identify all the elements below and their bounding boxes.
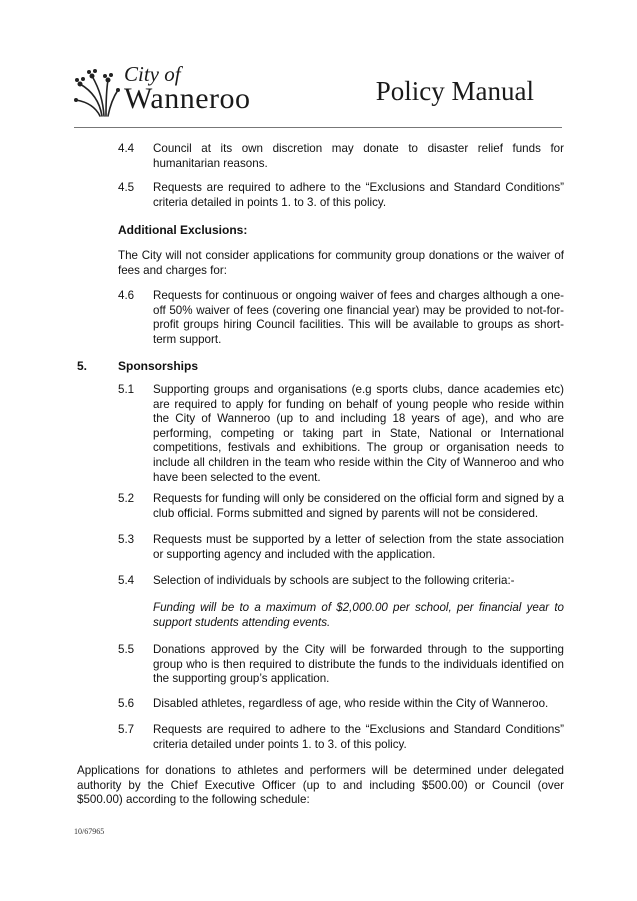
clause-number: 5.4 — [118, 574, 135, 587]
closing-paragraph: Applications for donations to athletes and performers will be determined under delegated authority by the Chief Executive Officer (up to and including $500.00) or Council (over $500.00) according to the following schedule: — [77, 764, 564, 807]
clause-text: Requests are required to adhere to the “Exclusions and Standard Conditions” criteria detailed under points 1. to 3. of this policy. — [153, 723, 564, 751]
clause-number: 4.5 — [118, 181, 135, 194]
clause-5-3 — [118, 533, 564, 562]
clause-number: 5.5 — [118, 643, 135, 656]
clause-number: 5.6 — [118, 697, 135, 710]
clause-text: Disabled athletes, regardless of age, who reside within the City of Wanneroo. — [153, 697, 549, 710]
clause-number: 5.3 — [118, 533, 135, 546]
clause-5-4 — [118, 574, 564, 589]
clause-5-1 — [118, 383, 564, 485]
clause-5-7 — [118, 723, 564, 752]
clause-text: Council at its own discretion may donate to disaster relief funds for humanitarian reasons. — [153, 142, 564, 170]
clause-4-5 — [118, 181, 564, 210]
section-5-heading: Sponsorships — [118, 359, 199, 373]
clause-number: 5.1 — [118, 383, 135, 396]
logo-name-text: Wanneroo — [124, 82, 251, 115]
clause-5-4-criteria: Funding will be to a maximum of $2,000.00 per school, per financial year to support students attending events. — [153, 601, 564, 629]
clause-number: 5.7 — [118, 723, 135, 736]
clause-text: Requests for funding will only be considered on the official form and signed by a club official. Forms submitted and signed by parents will not be considered. — [153, 492, 564, 520]
clause-number: 5.2 — [118, 492, 135, 505]
document-reference: 10/67965 — [74, 827, 105, 836]
clause-text: Donations approved by the City will be forwarded through to the supporting group who is then required to distribute the funds to the individuals identified on the supporting group’s application. — [153, 643, 564, 686]
clause-5-2 — [118, 492, 564, 521]
clause-4-6 — [118, 289, 564, 347]
exclusions-intro: The City will not consider applications for community group donations or the waiver of fees and charges for: — [118, 249, 564, 277]
clause-text: Supporting groups and organisations (e.g sports clubs, dance academies etc) are required to apply for funding on behalf of young people who reside within the City of Wanneroo (up to and including 18 years of age), and who are performing, competing or taking part in State, National or International competitions, festivals and exhibitions. The group or organisation needs to include all children in the team who reside within the City of Wanneroo and who have been selected to the event. — [153, 383, 564, 484]
plant-logo-icon — [72, 66, 120, 118]
clause-4-4 — [118, 142, 564, 171]
clause-number: 4.6 — [118, 289, 135, 302]
clause-text: Selection of individuals by schools are subject to the following criteria:- — [153, 574, 515, 587]
clause-text: Requests are required to adhere to the “Exclusions and Standard Conditions” criteria detailed in points 1. to 3. of this policy. — [153, 181, 564, 209]
clause-text: Requests for continuous or ongoing waiver of fees and charges although a one-off 50% waiver of fees (covering one financial year) may be provided to not-for-profit groups hiring Council facilities. This will be available to groups as short-term support. — [153, 289, 564, 346]
header-divider — [74, 127, 562, 128]
clause-5-5 — [118, 643, 564, 687]
additional-exclusions-heading: Additional Exclusions: — [118, 223, 248, 237]
clause-5-6 — [118, 697, 564, 712]
section-5-number: 5. — [77, 359, 88, 373]
city-logo — [72, 60, 272, 120]
clause-text: Requests must be supported by a letter of selection from the state association or supporting agency and included with the application. — [153, 533, 564, 561]
clause-number: 4.4 — [118, 142, 135, 155]
page-title: Policy Manual — [375, 76, 534, 106]
logo-city-text: City of — [124, 62, 181, 86]
